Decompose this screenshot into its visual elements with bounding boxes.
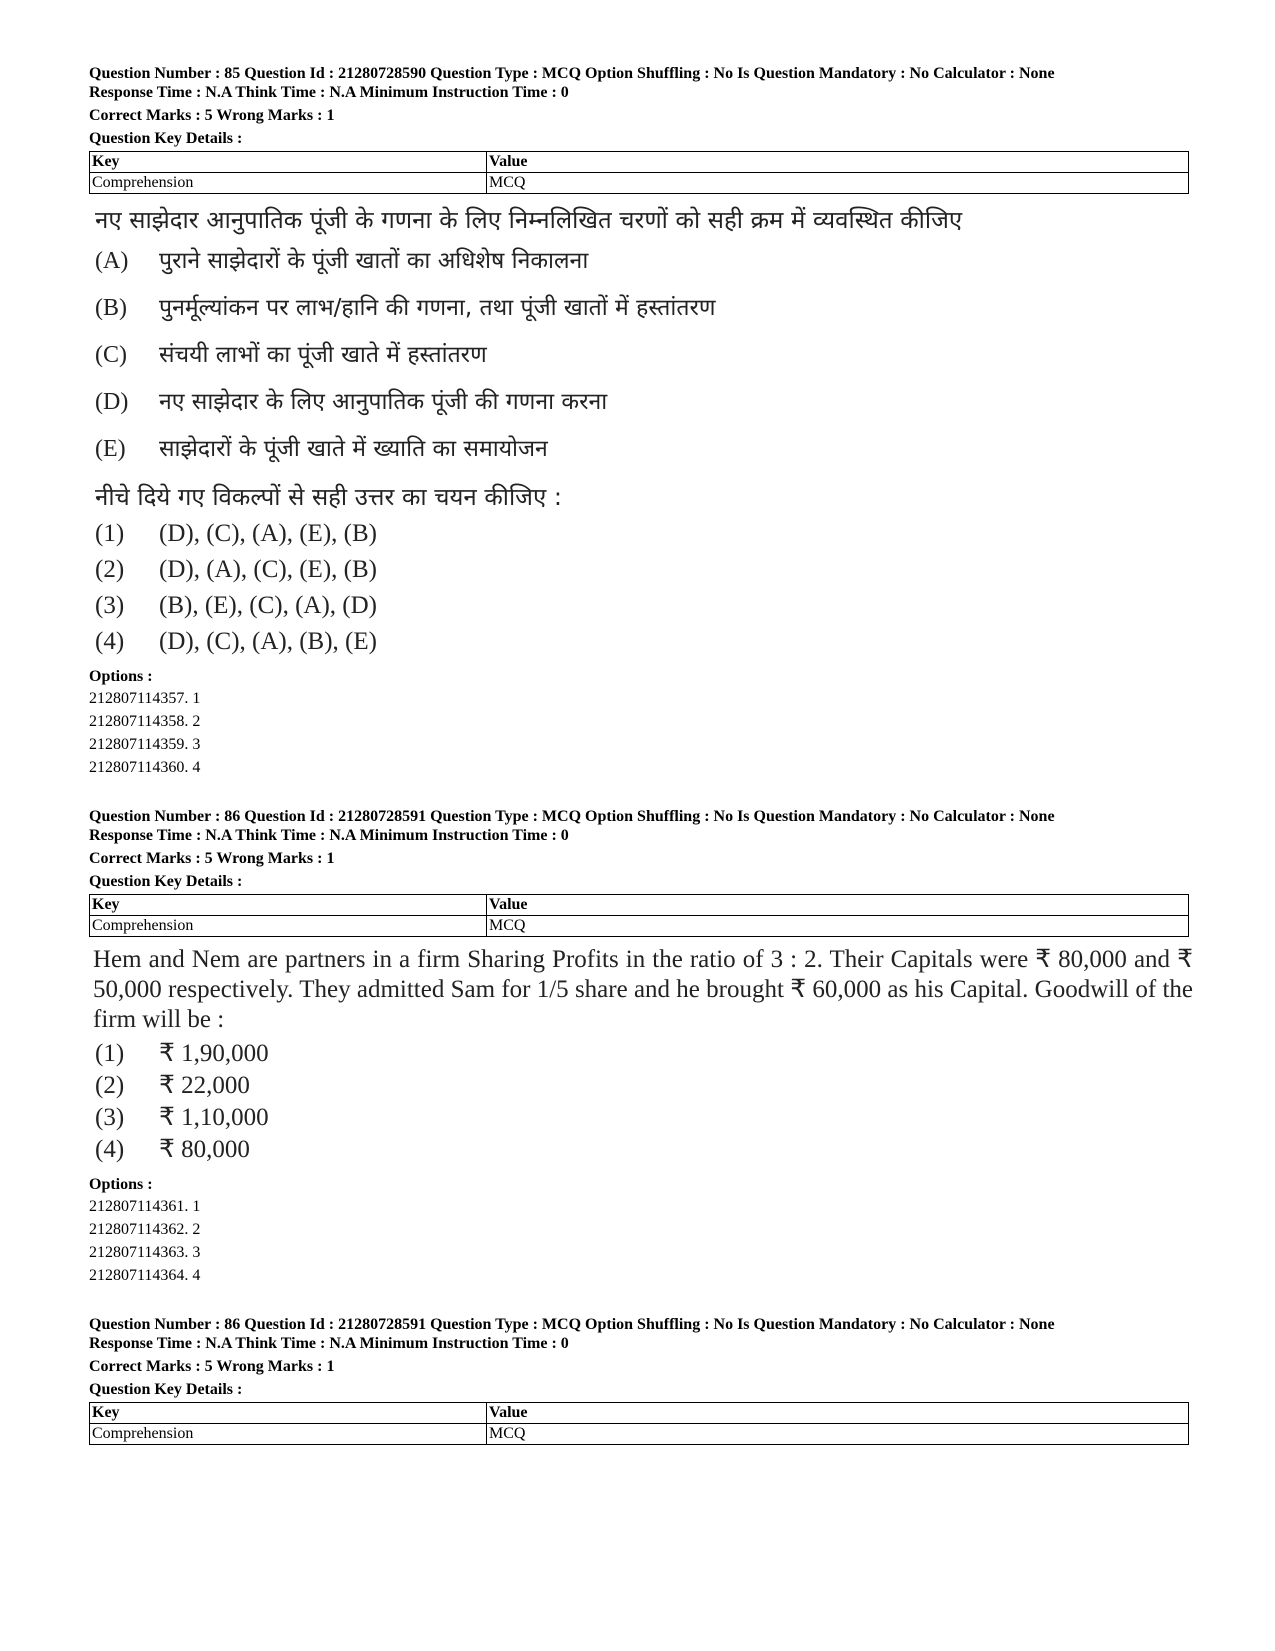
choice-label: (3) xyxy=(95,592,125,619)
choice-label: (1) xyxy=(95,1040,125,1067)
table-header-row xyxy=(90,152,1189,173)
statement-c xyxy=(95,340,1189,370)
statement-label: (D) xyxy=(95,389,129,415)
table-header-row xyxy=(90,1403,1189,1424)
meta-line-2: Response Time : N.A Think Time : N.A Minimum Instruction Time : 0 xyxy=(89,827,569,844)
statement-label: (A) xyxy=(95,248,129,274)
marks-line: Correct Marks : 5 Wrong Marks : 1 xyxy=(89,1358,335,1375)
question-block-86 xyxy=(89,807,1193,1287)
table-header-value: Value xyxy=(487,152,1189,173)
statement-a xyxy=(95,246,1189,276)
question-meta xyxy=(89,807,1189,845)
table-row xyxy=(90,173,1189,194)
table-header-row xyxy=(90,895,1189,916)
choice-text: (D), (C), (A), (B), (E) xyxy=(159,628,377,655)
choice-3 xyxy=(95,591,1189,621)
key-value-table xyxy=(89,1402,1189,1445)
table-header-key: Key xyxy=(90,152,487,173)
question-block-85 xyxy=(89,64,1189,779)
choice-label: (2) xyxy=(95,556,125,583)
choice-text: ₹ 22,000 xyxy=(159,1072,250,1099)
options-label: Options : xyxy=(89,1176,153,1193)
table-header-key: Key xyxy=(90,895,487,916)
spacer xyxy=(89,779,1189,807)
table-cell-key: Comprehension xyxy=(90,1424,487,1445)
choice-label: (4) xyxy=(95,628,125,655)
meta-line-2: Response Time : N.A Think Time : N.A Minimum Instruction Time : 0 xyxy=(89,1335,569,1352)
statement-text: नए साझेदार के लिए आनुपातिक पूंजी की गणना करना xyxy=(159,389,608,415)
key-value-table xyxy=(89,151,1189,194)
spacer xyxy=(89,1287,1189,1315)
choice-label: (4) xyxy=(95,1136,125,1163)
meta-line-1: Question Number : 86 Question Id : 21280728591 Question Type : MCQ Option Shuffling : No Is Question Mandatory : No Calculator : None xyxy=(89,1316,1055,1333)
choice-4 xyxy=(95,1135,1189,1165)
question-block-86-repeat xyxy=(89,1315,1189,1445)
table-row xyxy=(90,916,1189,937)
table-cell-key: Comprehension xyxy=(90,916,487,937)
choice-3 xyxy=(95,1103,1189,1133)
question-text: Hem and Nem are partners in a firm Sharing Profits in the ratio of 3 : 2. Their Capitals were ₹ 80,000 and ₹ 50,000 respectively. They admitted Sam for 1/5 share and he brought ₹ 60,000 as his Capital. Goodwill of the firm will be : xyxy=(93,946,1193,1033)
list-item: 212807114357. 1 xyxy=(89,690,201,707)
choice-label: (3) xyxy=(95,1104,125,1131)
marks-line: Correct Marks : 5 Wrong Marks : 1 xyxy=(89,850,335,867)
question-meta xyxy=(89,1315,1189,1353)
choice-text: (D), (A), (C), (E), (B) xyxy=(159,556,377,583)
options-label: Options : xyxy=(89,668,153,685)
choice-label: (1) xyxy=(95,520,125,547)
list-item: 212807114360. 4 xyxy=(89,759,201,776)
meta-line-1: Question Number : 85 Question Id : 21280728590 Question Type : MCQ Option Shuffling : No Is Question Mandatory : No Calculator : None xyxy=(89,65,1055,82)
statement-text: पुराने साझेदारों के पूंजी खातों का अधिशेष निकालना xyxy=(159,248,589,274)
list-item: 212807114359. 3 xyxy=(89,736,201,753)
options-list xyxy=(89,1195,1189,1287)
choice-label: (2) xyxy=(95,1072,125,1099)
statement-label: (E) xyxy=(95,436,126,462)
statement-d xyxy=(95,387,1189,417)
choose-instruction: नीचे दिये गए विकल्पों से सही उत्तर का चयन कीजिए : xyxy=(95,483,562,511)
choice-1 xyxy=(95,519,1189,549)
statement-label: (C) xyxy=(95,342,127,368)
list-item: 212807114361. 1 xyxy=(89,1198,201,1215)
document-page xyxy=(89,64,1193,1445)
table-cell-value: MCQ xyxy=(487,916,1189,937)
key-details-label: Question Key Details : xyxy=(89,873,243,890)
options-list xyxy=(89,687,1189,779)
key-value-table xyxy=(89,894,1189,937)
choice-text: ₹ 1,90,000 xyxy=(159,1040,269,1067)
statement-text: संचयी लाभों का पूंजी खाते में हस्तांतरण xyxy=(159,342,487,368)
choice-1 xyxy=(95,1039,1189,1069)
key-details-label: Question Key Details : xyxy=(89,130,243,147)
statement-text: पुनर्मूल्यांकन पर लाभ/हानि की गणना, तथा पूंजी खातों में हस्तांतरण xyxy=(159,295,716,321)
question-meta xyxy=(89,64,1189,102)
table-row xyxy=(90,1424,1189,1445)
list-item: 212807114362. 2 xyxy=(89,1221,201,1238)
key-details-label: Question Key Details : xyxy=(89,1381,243,1398)
choice-text: ₹ 80,000 xyxy=(159,1136,250,1163)
meta-line-2: Response Time : N.A Think Time : N.A Minimum Instruction Time : 0 xyxy=(89,84,569,101)
marks-line: Correct Marks : 5 Wrong Marks : 1 xyxy=(89,107,335,124)
statement-text: साझेदारों के पूंजी खाते में ख्याति का समायोजन xyxy=(159,436,548,462)
question-content xyxy=(95,204,1189,657)
question-content xyxy=(93,945,1193,1165)
choice-2 xyxy=(95,555,1189,585)
question-title: नए साझेदार आनुपातिक पूंजी के गणना के लिए निम्नलिखित चरणों को सही क्रम में व्यवस्थित कीजिए xyxy=(95,206,963,234)
table-header-value: Value xyxy=(487,1403,1189,1424)
choice-text: (D), (C), (A), (E), (B) xyxy=(159,520,377,547)
choice-text: (B), (E), (C), (A), (D) xyxy=(159,592,377,619)
statement-b xyxy=(95,293,1189,323)
statement-e xyxy=(95,434,1189,464)
table-cell-key: Comprehension xyxy=(90,173,487,194)
list-item: 212807114358. 2 xyxy=(89,713,201,730)
list-item: 212807114364. 4 xyxy=(89,1267,201,1284)
table-header-value: Value xyxy=(487,895,1189,916)
statement-label: (B) xyxy=(95,295,127,321)
list-item: 212807114363. 3 xyxy=(89,1244,201,1261)
choice-text: ₹ 1,10,000 xyxy=(159,1104,269,1131)
table-header-key: Key xyxy=(90,1403,487,1424)
choice-4 xyxy=(95,627,1189,657)
meta-line-1: Question Number : 86 Question Id : 21280728591 Question Type : MCQ Option Shuffling : No Is Question Mandatory : No Calculator : None xyxy=(89,808,1055,825)
choice-2 xyxy=(95,1071,1189,1101)
table-cell-value: MCQ xyxy=(487,1424,1189,1445)
table-cell-value: MCQ xyxy=(487,173,1189,194)
